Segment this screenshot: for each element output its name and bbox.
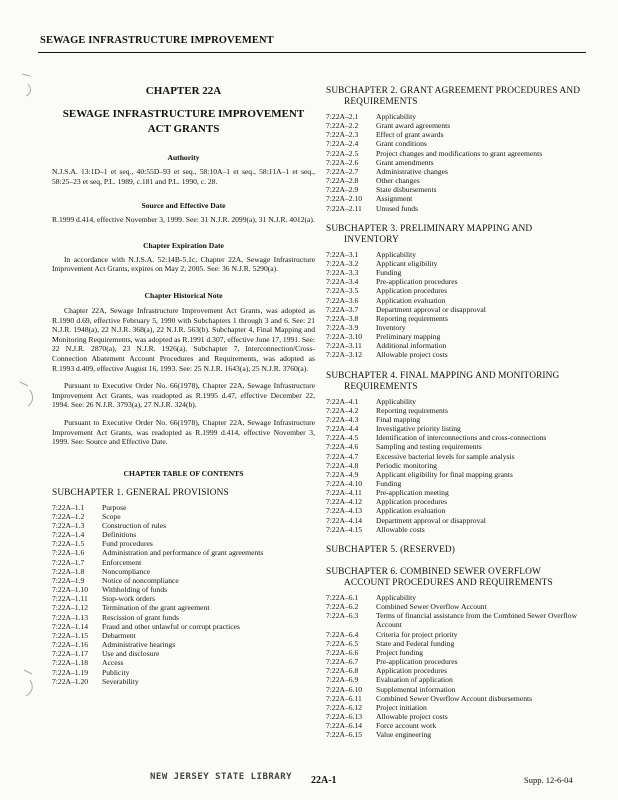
toc-row bbox=[52, 548, 315, 557]
section-title: Effect of grant awards bbox=[376, 130, 444, 140]
subchapter-block bbox=[326, 567, 588, 740]
chapter-title: SEWAGE INFRASTRUCTURE IMPROVEMENT ACT GRANTS bbox=[62, 108, 305, 135]
header-rule bbox=[38, 52, 586, 53]
section-title: Fraud and other unlawful or corrupt practices bbox=[102, 621, 240, 631]
toc-row bbox=[326, 506, 588, 515]
section-title: Applicability bbox=[376, 396, 417, 406]
section-title: Use and disclosure bbox=[102, 649, 160, 659]
section-title: Periodic monitoring bbox=[376, 460, 437, 470]
toc-row bbox=[326, 712, 588, 721]
toc-row bbox=[326, 323, 588, 332]
toc-row bbox=[326, 277, 588, 286]
section-number: 7:22A–2.10 bbox=[326, 194, 363, 204]
section-title: Application evaluation bbox=[376, 506, 446, 516]
section-number: 7:22A–2.7 bbox=[326, 166, 359, 176]
section-title: Scope bbox=[102, 511, 121, 521]
section-number: 7:22A–6.5 bbox=[326, 638, 359, 648]
section-number: 7:22A–1.15 bbox=[52, 630, 89, 640]
toc-row bbox=[52, 594, 315, 603]
expiration-text: In accordance with N.J.S.A. 52:14B-5.1c, Chapter 22A, Sewage Infrastructure Improvement Act Grants, expires on May 2, 2005. See: 36 N.J.R. 5290(a). bbox=[52, 254, 315, 274]
subchapter-block bbox=[326, 371, 588, 534]
section-number: 7:22A–1.9 bbox=[52, 575, 85, 585]
toc-row bbox=[326, 250, 588, 259]
section-title: Withholding of funds bbox=[102, 585, 168, 595]
toc-row bbox=[52, 585, 315, 594]
section-title: Evaluation of application bbox=[376, 675, 453, 685]
section-number: 7:22A–1.3 bbox=[52, 521, 85, 530]
section-title: Application procedures bbox=[376, 497, 448, 507]
scan-margin-mark bbox=[8, 668, 48, 698]
section-title: Administrative hearings bbox=[102, 640, 176, 650]
section-title: Terms of financial assistance from the Combined Sewer Overflow Account bbox=[376, 611, 578, 630]
toc-row bbox=[326, 194, 588, 203]
section-number: 7:22A–2.2 bbox=[326, 121, 359, 131]
toc-row bbox=[326, 525, 588, 534]
section-title: Final mapping bbox=[376, 414, 421, 424]
subchapter-title: SUBCHAPTER 3. PRELIMINARY MAPPING AND INVENTORY bbox=[326, 223, 533, 245]
section-number: 7:22A–6.1 bbox=[326, 592, 359, 602]
section-number: 7:22A–4.13 bbox=[326, 506, 363, 516]
section-number: 7:22A–4.10 bbox=[326, 479, 363, 488]
page-number: 22A-1 bbox=[311, 775, 337, 786]
section-number: 7:22A–2.4 bbox=[326, 139, 359, 149]
section-number: 7:22A–1.6 bbox=[52, 548, 85, 558]
section-number: 7:22A–1.2 bbox=[52, 511, 85, 521]
toc-row bbox=[326, 305, 588, 314]
running-head: SEWAGE INFRASTRUCTURE IMPROVEMENT bbox=[40, 35, 274, 46]
section-title: State disbursements bbox=[376, 185, 437, 195]
section-number: 7:22A–3.6 bbox=[326, 295, 359, 305]
toc-row bbox=[52, 631, 315, 640]
section-title: Enforcement bbox=[102, 557, 142, 567]
toc-row bbox=[326, 112, 588, 121]
toc-row bbox=[326, 296, 588, 305]
toc-row bbox=[326, 516, 588, 525]
section-number: 7:22A–6.4 bbox=[326, 629, 359, 639]
section-title: Applicability bbox=[376, 112, 417, 121]
subchapter-title: SUBCHAPTER 1. GENERAL PROVISIONS bbox=[52, 487, 229, 498]
right-toc bbox=[326, 86, 588, 739]
history-heading: Chapter Historical Note bbox=[144, 290, 223, 300]
toc-row bbox=[52, 622, 315, 631]
authority-text: N.J.S.A. 13:1D–1 et seq., 40:55D–93 et seq., 58:10A–1 et seq., 58:11A–1 et seq., 58:25–23 et seq, P.L. 1989, c.181 and P.L. 1990, c. 28. bbox=[52, 167, 315, 186]
section-title: Funding bbox=[376, 479, 402, 488]
section-number: 7:22A–1.17 bbox=[52, 649, 89, 659]
toc-row bbox=[326, 639, 588, 648]
toc-row bbox=[326, 694, 588, 703]
section-title: Investigative priority listing bbox=[376, 424, 461, 434]
toc-row bbox=[326, 602, 588, 611]
section-number: 7:22A–1.4 bbox=[52, 530, 85, 540]
section-title: Construction of rules bbox=[102, 521, 167, 530]
toc-row bbox=[326, 424, 588, 433]
subchapter-block bbox=[326, 86, 588, 213]
section-title: Administration and performance of grant agreements bbox=[102, 548, 264, 558]
section-number: 7:22A–3.7 bbox=[326, 304, 359, 314]
section-number: 7:22A–4.4 bbox=[326, 424, 359, 434]
section-title: Pre-application procedures bbox=[376, 657, 458, 667]
toc-row bbox=[326, 406, 588, 415]
toc-row bbox=[326, 204, 588, 213]
section-number: 7:22A–2.8 bbox=[326, 176, 359, 186]
section-title: Pre-application meeting bbox=[376, 488, 449, 498]
section-title: Fund procedures bbox=[102, 539, 153, 549]
toc-row bbox=[326, 611, 588, 629]
section-title: Excessive bacterial levels for sample analysis bbox=[376, 451, 515, 461]
section-number: 7:22A–6.14 bbox=[326, 721, 363, 731]
section-number: 7:22A–3.4 bbox=[326, 277, 359, 287]
section-number: 7:22A–1.11 bbox=[52, 594, 88, 604]
toc-row bbox=[52, 658, 315, 667]
toc-row bbox=[52, 539, 315, 548]
section-number: 7:22A–1.19 bbox=[52, 667, 89, 677]
toc-row bbox=[326, 185, 588, 194]
toc-row bbox=[52, 512, 315, 521]
toc-row bbox=[326, 259, 588, 268]
section-title: Application procedures bbox=[376, 286, 448, 296]
section-title: Funding bbox=[376, 268, 402, 278]
toc-row bbox=[326, 675, 588, 684]
section-number: 7:22A–3.9 bbox=[326, 322, 359, 332]
toc-row bbox=[52, 521, 315, 530]
toc-row bbox=[326, 332, 588, 341]
section-number: 7:22A–6.15 bbox=[326, 730, 363, 740]
toc-row bbox=[52, 530, 315, 539]
section-number: 7:22A–1.10 bbox=[52, 585, 89, 595]
section-number: 7:22A–4.8 bbox=[326, 460, 359, 470]
supplement-date: Supp. 12-6-04 bbox=[524, 775, 573, 785]
section-title: Allowable project costs bbox=[376, 350, 448, 360]
section-number: 7:22A–3.12 bbox=[326, 350, 363, 360]
section-title: Applicability bbox=[376, 592, 417, 602]
section-number: 7:22A–1.20 bbox=[52, 676, 89, 686]
library-stamp: NEW JERSEY STATE LIBRARY bbox=[150, 772, 293, 782]
toc-row bbox=[326, 703, 588, 712]
section-title: Value engineering bbox=[376, 730, 432, 740]
section-title: Grant amendments bbox=[376, 157, 434, 167]
toc-row bbox=[52, 603, 315, 612]
section-number: 7:22A–6.2 bbox=[326, 602, 359, 612]
section-number: 7:22A–6.11 bbox=[326, 693, 362, 703]
toc-row bbox=[326, 286, 588, 295]
toc-row bbox=[326, 685, 588, 694]
toc-row bbox=[326, 397, 588, 406]
section-number: 7:22A–6.9 bbox=[326, 675, 359, 685]
section-title: Project funding bbox=[376, 647, 424, 657]
left-toc bbox=[52, 488, 315, 686]
section-number: 7:22A–2.6 bbox=[326, 157, 359, 167]
history-paragraph: Chapter 22A, Sewage Infrastructure Improvement Act Grants, was adopted as R.1990 d.69, effective February 5, 1990 with Subchapters 1 through 3 and 6. See: 21 N.J.R. 1948(a), 22 N.J.R. 368(a), 22 N.J.R. 563(b). Subchapter 4, Final Mapping and Monitoring Requirements, was adopted as R.1991 d.307, effective June 17, 1991. See: 22 N.J.R. 2870(a), 23 N.J.R. 1926(a). Subchapter 7, Interconnection/Cross-Connection Abatement Account Procedures and Requirements, was adopted as R.1993 d.409, effective August 16, 1993. See: 25 N.J.R. 1643(a), 25 N.J.R. 3760(a). bbox=[52, 305, 315, 373]
section-title: Publicity bbox=[102, 667, 130, 677]
section-title: Reporting requirements bbox=[376, 313, 448, 323]
toc-row bbox=[326, 350, 588, 359]
toc-row bbox=[52, 677, 315, 686]
section-number: 7:22A–1.14 bbox=[52, 621, 89, 631]
section-title: Force account work bbox=[376, 721, 437, 731]
section-title: Termination of the grant agreement bbox=[102, 603, 210, 613]
toc-row bbox=[326, 268, 588, 277]
section-title: Notice of noncompliance bbox=[102, 575, 179, 585]
toc-heading: CHAPTER TABLE OF CONTENTS bbox=[123, 468, 244, 478]
toc-row bbox=[52, 649, 315, 658]
toc-row bbox=[52, 576, 315, 585]
section-number: 7:22A–4.11 bbox=[326, 488, 362, 498]
scan-margin-mark bbox=[8, 378, 48, 408]
section-number: 7:22A–1.18 bbox=[52, 658, 89, 668]
section-title: Definitions bbox=[102, 530, 137, 540]
right-column bbox=[326, 80, 588, 739]
section-number: 7:22A–2.3 bbox=[326, 130, 359, 140]
source-text: R.1999 d.414, effective November 3, 1999. See: 31 N.J.R. 2099(a), 31 N.J.R. 4012(a). bbox=[52, 215, 315, 225]
section-title: Sampling and testing requirements bbox=[376, 442, 482, 452]
section-title: Application procedures bbox=[376, 666, 448, 676]
section-number: 7:22A–1.13 bbox=[52, 612, 89, 622]
section-title: Department approval or disapproval bbox=[376, 304, 486, 314]
toc-row bbox=[326, 630, 588, 639]
section-number: 7:22A–1.1 bbox=[52, 502, 85, 512]
toc-row bbox=[52, 640, 315, 649]
section-number: 7:22A–4.15 bbox=[326, 524, 363, 534]
section-title: Grant conditions bbox=[376, 139, 427, 149]
toc-row bbox=[326, 149, 588, 158]
history-paragraph: Pursuant to Executive Order No. 66(1978), Chapter 22A, Sewage Infrastructure Improvement Act Grants, was readopted as R.1999 d.414, effective November 3, 1999. See: Source and Effective Date. bbox=[52, 417, 315, 447]
section-title: Pre-application procedures bbox=[376, 277, 458, 287]
toc-row bbox=[326, 158, 588, 167]
subchapter-title: SUBCHAPTER 4. FINAL MAPPING AND MONITORING REQUIREMENTS bbox=[326, 370, 560, 392]
toc-row bbox=[326, 442, 588, 451]
section-title: Allowable costs bbox=[376, 524, 425, 534]
subchapter-block bbox=[326, 545, 588, 556]
toc-row bbox=[326, 461, 588, 470]
section-number: 7:22A–3.2 bbox=[326, 258, 359, 268]
section-number: 7:22A–1.12 bbox=[52, 603, 89, 613]
section-title: Reporting requirements bbox=[376, 405, 448, 415]
toc-row bbox=[326, 139, 588, 148]
section-number: 7:22A–4.9 bbox=[326, 469, 359, 479]
section-number: 7:22A–6.8 bbox=[326, 666, 359, 676]
subchapter-title: SUBCHAPTER 6. COMBINED SEWER OVERFLOW ACCOUNT PROCEDURES AND REQUIREMENTS bbox=[326, 566, 553, 588]
section-title: Applicability bbox=[376, 249, 417, 259]
section-number: 7:22A–1.7 bbox=[52, 557, 85, 567]
toc-row bbox=[326, 121, 588, 130]
section-number: 7:22A–4.2 bbox=[326, 405, 359, 415]
toc-row bbox=[326, 130, 588, 139]
section-number: 7:22A–2.5 bbox=[326, 148, 359, 158]
toc-row bbox=[326, 479, 588, 488]
section-title: Other changes bbox=[376, 176, 420, 186]
toc-row bbox=[52, 613, 315, 622]
toc-row bbox=[326, 666, 588, 675]
toc-row bbox=[326, 593, 588, 602]
toc-row bbox=[326, 176, 588, 185]
toc-row bbox=[326, 452, 588, 461]
section-title: Assignment bbox=[376, 194, 413, 204]
section-title: Project changes and modifications to grant agreements bbox=[376, 148, 543, 158]
toc-row bbox=[326, 497, 588, 506]
toc-row bbox=[52, 503, 315, 512]
toc-row bbox=[326, 341, 588, 350]
section-number: 7:22A–3.11 bbox=[326, 341, 362, 351]
section-title: Purpose bbox=[102, 502, 127, 512]
section-number: 7:22A–4.14 bbox=[326, 515, 363, 525]
toc-row bbox=[326, 415, 588, 424]
section-number: 7:22A–6.12 bbox=[326, 702, 363, 712]
section-title: Noncompliance bbox=[102, 566, 151, 576]
toc-row bbox=[326, 488, 588, 497]
toc-row bbox=[326, 167, 588, 176]
section-title: Severability bbox=[102, 676, 139, 686]
section-title: Allowable project costs bbox=[376, 711, 448, 721]
expiration-heading: Chapter Expiration Date bbox=[143, 240, 224, 250]
section-number: 7:22A–3.5 bbox=[326, 286, 359, 296]
section-title: Project initiation bbox=[376, 702, 427, 712]
section-title: Preliminary mapping bbox=[376, 332, 441, 342]
left-column bbox=[52, 76, 315, 686]
section-title: Rescission of grant funds bbox=[102, 612, 179, 622]
section-title: Administrative changes bbox=[376, 166, 448, 176]
section-number: 7:22A–6.10 bbox=[326, 684, 363, 694]
history-paragraph: Pursuant to Executive Order No. 66(1978), Chapter 22A, Sewage Infrastructure Improvement Act Grants, was readopted as R.1995 d.47, effective December 22, 1994. See: 26 N.J.R. 3793(a), 27 N.J.R. 324(b). bbox=[52, 381, 315, 410]
section-title: Combined Sewer Overflow Account bbox=[376, 602, 487, 612]
toc-row bbox=[326, 721, 588, 730]
toc-row bbox=[52, 558, 315, 567]
authority-heading: Authority bbox=[167, 153, 200, 162]
toc-row bbox=[52, 668, 315, 677]
section-title: Identification of interconnections and cross-connections bbox=[376, 433, 547, 443]
section-title: Applicant eligibility for final mapping grants bbox=[376, 469, 513, 479]
section-number: 7:22A–6.13 bbox=[326, 711, 363, 721]
section-title: Supplemental information bbox=[376, 684, 456, 694]
section-number: 7:22A–6.3 bbox=[326, 611, 359, 621]
section-title: Access bbox=[102, 658, 124, 668]
toc-row bbox=[326, 657, 588, 666]
section-number: 7:22A–1.8 bbox=[52, 566, 85, 576]
section-number: 7:22A–3.1 bbox=[326, 249, 359, 259]
section-title: Application evaluation bbox=[376, 295, 446, 305]
source-heading: Source and Effective Date bbox=[141, 201, 226, 211]
section-number: 7:22A–4.5 bbox=[326, 433, 359, 443]
section-title: Stop-work orders bbox=[102, 594, 155, 604]
section-title: Grant award agreements bbox=[376, 121, 451, 131]
toc-row bbox=[326, 433, 588, 442]
section-title: Inventory bbox=[376, 322, 406, 332]
toc-row bbox=[326, 470, 588, 479]
chapter-number: CHAPTER 22A bbox=[145, 85, 222, 97]
subchapter-title: SUBCHAPTER 2. GRANT AGREEMENT PROCEDURES AND REQUIREMENTS bbox=[326, 86, 581, 107]
toc-row bbox=[52, 567, 315, 576]
section-title: Applicant eligibility bbox=[376, 258, 438, 268]
subchapter-block bbox=[52, 488, 315, 686]
section-title: Criteria for project priority bbox=[376, 629, 458, 639]
section-number: 7:22A–4.3 bbox=[326, 414, 359, 424]
section-title: Debarment bbox=[102, 630, 136, 640]
scan-margin-mark bbox=[8, 70, 48, 100]
section-title: Unused funds bbox=[376, 203, 418, 213]
toc-row bbox=[326, 648, 588, 657]
section-number: 7:22A–3.8 bbox=[326, 313, 359, 323]
section-number: 7:22A–2.1 bbox=[326, 112, 359, 121]
section-number: 7:22A–4.1 bbox=[326, 396, 359, 406]
section-number: 7:22A–6.6 bbox=[326, 647, 359, 657]
section-number: 7:22A–6.7 bbox=[326, 657, 359, 667]
subchapter-block bbox=[326, 224, 588, 360]
section-number: 7:22A–4.6 bbox=[326, 442, 359, 452]
subchapter-title: SUBCHAPTER 5. (RESERVED) bbox=[326, 544, 456, 555]
section-number: 7:22A–1.16 bbox=[52, 640, 89, 650]
section-number: 7:22A–1.5 bbox=[52, 539, 85, 549]
section-number: 7:22A–2.11 bbox=[326, 203, 362, 213]
section-number: 7:22A–3.3 bbox=[326, 268, 359, 278]
section-number: 7:22A–2.9 bbox=[326, 185, 359, 195]
section-number: 7:22A–3.10 bbox=[326, 332, 363, 342]
section-number: 7:22A–4.12 bbox=[326, 497, 363, 507]
section-title: Combined Sewer Overflow Account disbursements bbox=[376, 693, 533, 703]
section-title: Department approval or disapproval bbox=[376, 515, 486, 525]
section-title: State and Federal funding bbox=[376, 638, 455, 648]
toc-row bbox=[326, 314, 588, 323]
toc-row bbox=[326, 730, 588, 739]
section-number: 7:22A–4.7 bbox=[326, 451, 359, 461]
section-title: Additional information bbox=[376, 341, 447, 351]
